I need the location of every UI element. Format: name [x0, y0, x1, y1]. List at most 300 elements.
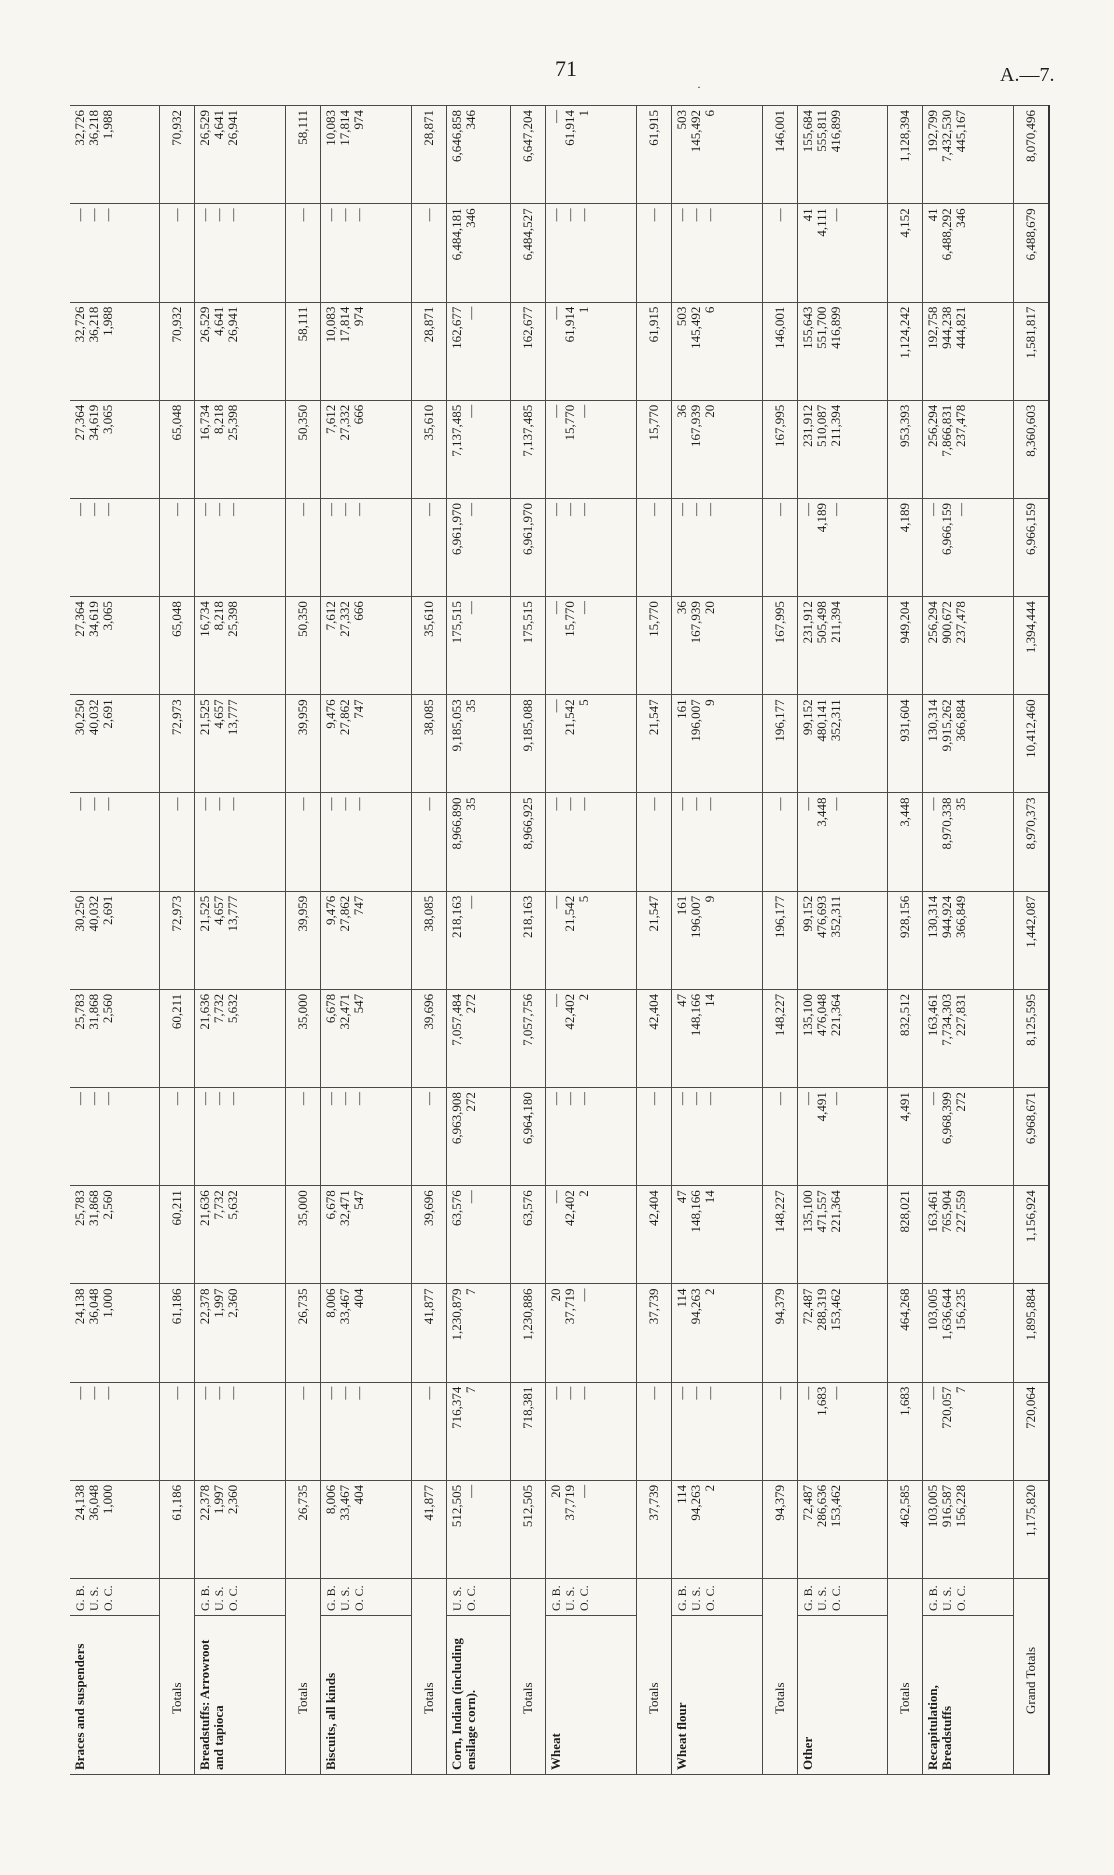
value-cell: [70, 1382, 160, 1480]
value-cell: [923, 989, 1014, 1087]
origin-code: G. B.: [674, 1585, 689, 1611]
value: 5,632: [225, 993, 241, 1024]
total-value: —: [636, 793, 671, 891]
value: —: [827, 208, 843, 222]
value-cell: [797, 989, 888, 1087]
value: 716,374: [448, 1386, 464, 1429]
totals-row: [411, 106, 446, 1775]
value-cell: [70, 695, 160, 793]
value-cell: [797, 1186, 888, 1284]
total-value: 196,177: [762, 695, 797, 793]
value: —: [576, 208, 592, 222]
value: 6,484,181: [448, 208, 464, 261]
value: 32,726: [72, 306, 87, 343]
value: 6,646,858: [448, 110, 464, 162]
total-value: 42,404: [636, 989, 671, 1087]
value-cell: [320, 1088, 411, 1186]
total-value: 7,057,756: [511, 989, 546, 1087]
value: —: [350, 1092, 366, 1106]
value: —: [701, 1386, 717, 1400]
totals-label: Grand Totals: [1014, 1579, 1050, 1775]
origin-code: O. C.: [577, 1585, 592, 1611]
value: 4,641: [211, 306, 227, 336]
total-value: —: [762, 498, 797, 596]
value: —: [100, 1092, 115, 1106]
value: 231,912: [799, 601, 815, 644]
value: 286,636: [813, 1484, 829, 1528]
total-value: 72,973: [160, 891, 195, 989]
value: 747: [350, 895, 366, 916]
value: 2: [576, 1190, 592, 1197]
value: —: [197, 1092, 213, 1106]
value: 2: [701, 1484, 717, 1492]
value-cell: [546, 793, 637, 891]
value: 36: [673, 601, 689, 615]
value-cell: [195, 400, 286, 498]
total-value: —: [636, 1382, 671, 1480]
value: 20: [701, 601, 717, 615]
value: 41: [925, 208, 941, 222]
value: 103,005: [925, 1484, 941, 1528]
value: 36: [673, 404, 689, 418]
value: —: [562, 797, 578, 811]
value: 505,498: [813, 601, 829, 644]
value: 148,166: [687, 993, 703, 1037]
value: 555,811: [813, 110, 829, 152]
value: 32,471: [336, 993, 352, 1030]
value: 547: [350, 1190, 366, 1210]
totals-row: [511, 106, 546, 1775]
value-cell: [446, 498, 511, 596]
value: 145,492: [687, 110, 703, 153]
value: —: [211, 502, 227, 516]
value: 30,250: [72, 895, 87, 932]
value-cell: [70, 302, 160, 400]
total-value: 41,877: [411, 1480, 446, 1578]
total-value: 37,739: [636, 1284, 671, 1382]
value-cell: [320, 597, 411, 695]
value: 162,677: [448, 306, 464, 349]
origin-code: U. S.: [449, 1586, 464, 1611]
value-cell: [923, 793, 1014, 891]
value: 512,505: [448, 1484, 464, 1528]
value: 211,394: [827, 404, 843, 447]
value: —: [576, 1484, 592, 1498]
value: 24,138: [72, 1288, 87, 1325]
value-cell: [195, 1186, 286, 1284]
total-value: 1,442,087: [1014, 891, 1050, 989]
total-value: 720,064: [1014, 1382, 1050, 1480]
value: 36,218: [86, 306, 101, 343]
table-row: [70, 106, 160, 1775]
value-cell: [797, 1088, 888, 1186]
value: 161: [673, 895, 689, 916]
total-value: —: [411, 793, 446, 891]
total-value: 953,393: [888, 400, 923, 498]
value: —: [322, 797, 338, 811]
value-cell: [797, 695, 888, 793]
value: —: [462, 1484, 478, 1498]
value: 3,065: [100, 404, 115, 434]
value-cell: [797, 1284, 888, 1382]
value: 2,691: [100, 895, 115, 925]
total-value: 35,610: [411, 400, 446, 498]
value: —: [462, 404, 478, 418]
value: —: [548, 306, 564, 320]
value: 47: [673, 993, 689, 1007]
value: 6,963,908: [448, 1092, 464, 1145]
value-cell: [671, 302, 762, 400]
value-cell: [70, 400, 160, 498]
value-cell: [923, 1480, 1014, 1578]
value: 155,684: [799, 110, 815, 153]
total-value: —: [762, 1088, 797, 1186]
value: —: [925, 1092, 941, 1106]
value: 4,189: [813, 502, 829, 533]
total-value: —: [285, 204, 320, 302]
value: 26,529: [197, 306, 213, 343]
value: 20: [701, 404, 717, 418]
value: 7,057,484: [448, 993, 464, 1046]
total-value: 39,696: [411, 989, 446, 1087]
value: 36,048: [86, 1484, 101, 1521]
total-value: 37,739: [636, 1480, 671, 1578]
value: 99,152: [799, 699, 815, 736]
value-cell: [70, 204, 160, 302]
value: 61,914: [562, 306, 578, 343]
value: —: [100, 502, 115, 516]
value: 26,941: [225, 306, 241, 343]
total-value: 949,204: [888, 597, 923, 695]
value-cell: [70, 891, 160, 989]
value: —: [322, 1092, 338, 1106]
value: 163,461: [925, 993, 941, 1037]
origin-code: U. S.: [563, 1586, 578, 1611]
total-value: 94,379: [762, 1480, 797, 1578]
value: 16,734: [197, 601, 213, 637]
value: 256,294: [925, 404, 941, 447]
value-cell: [546, 891, 637, 989]
total-value: 60,211: [160, 1186, 195, 1284]
value: —: [211, 208, 227, 222]
value: 156,235: [953, 1288, 969, 1331]
value-cell: [546, 597, 637, 695]
value: —: [701, 1092, 717, 1106]
value-cell: [797, 597, 888, 695]
row-label: Biscuits, all kinds: [320, 1616, 411, 1775]
value: 196,007: [687, 699, 703, 742]
totals-label: Totals: [762, 1579, 797, 1775]
value: 1,000: [100, 1484, 115, 1515]
value: 1,988: [100, 110, 115, 140]
total-value: —: [636, 204, 671, 302]
total-value: 63,576: [511, 1186, 546, 1284]
value: —: [462, 502, 478, 516]
value: 6,966,159: [939, 502, 955, 555]
value: 227,831: [953, 993, 969, 1037]
total-value: 196,177: [762, 891, 797, 989]
value: 72,487: [799, 1288, 815, 1325]
table-row: [546, 106, 637, 1775]
value-cell: [923, 106, 1014, 204]
row-label: Wheat flour: [671, 1616, 762, 1775]
value: —: [687, 1092, 703, 1106]
value: 114: [673, 1288, 689, 1308]
value: —: [86, 208, 101, 222]
value: 9,476: [322, 895, 338, 925]
origin-codes: [671, 1579, 762, 1616]
value: 163,461: [925, 1190, 941, 1233]
total-value: —: [160, 1088, 195, 1186]
total-value: 21,547: [636, 891, 671, 989]
total-value: 41,877: [411, 1284, 446, 1382]
value: 130,314: [925, 895, 941, 938]
value-cell: [446, 1284, 511, 1382]
value: —: [197, 208, 213, 222]
total-value: 8,070,496: [1014, 106, 1050, 204]
value: 35: [462, 699, 478, 713]
table-row: [320, 106, 411, 1775]
total-value: 1,175,820: [1014, 1480, 1050, 1578]
value: 21,542: [562, 699, 578, 736]
value: 2,560: [100, 993, 115, 1024]
value: —: [576, 1386, 592, 1400]
value: 765,904: [939, 1190, 955, 1233]
value-cell: [923, 1186, 1014, 1284]
value: 21,525: [197, 699, 213, 736]
value-cell: [671, 695, 762, 793]
row-label: Corn, Indian (including ensilage corn).: [446, 1616, 511, 1775]
value: —: [86, 1092, 101, 1106]
value-cell: [195, 695, 286, 793]
value: 21,636: [197, 993, 213, 1030]
value: 9,476: [322, 699, 338, 729]
value: 1: [576, 110, 592, 117]
total-value: —: [285, 1088, 320, 1186]
value-cell: [195, 1480, 286, 1578]
value: 32,726: [72, 110, 87, 146]
value: 4,111: [813, 208, 829, 237]
value: 6: [701, 110, 717, 117]
value-cell: [546, 106, 637, 204]
value: 196,007: [687, 895, 703, 938]
value-cell: [446, 1382, 511, 1480]
value: 445,167: [953, 110, 969, 153]
value-cell: [446, 1088, 511, 1186]
value: 9: [701, 699, 717, 706]
total-value: 58,111: [285, 106, 320, 204]
value: —: [72, 502, 87, 516]
value: —: [548, 1386, 564, 1400]
value: 33,467: [336, 1484, 352, 1521]
total-value: 8,970,373: [1014, 793, 1050, 891]
value-cell: [320, 695, 411, 793]
value: 4,657: [211, 895, 227, 925]
value: —: [673, 797, 689, 811]
value: —: [687, 797, 703, 811]
origin-code: O. C.: [226, 1585, 241, 1611]
total-value: —: [411, 1088, 446, 1186]
value: 5: [576, 699, 592, 706]
value: 31,868: [86, 993, 101, 1030]
value: 510,087: [813, 404, 829, 447]
value-cell: [797, 793, 888, 891]
value: 211,394: [827, 601, 843, 643]
value: 47: [673, 1190, 689, 1204]
value-cell: [797, 204, 888, 302]
value: 33,467: [336, 1288, 352, 1325]
value: 547: [350, 993, 366, 1014]
value: 21,636: [197, 1190, 213, 1226]
total-value: 1,895,884: [1014, 1284, 1050, 1382]
total-value: —: [411, 1382, 446, 1480]
total-value: 464,268: [888, 1284, 923, 1382]
totals-label: Totals: [636, 1579, 671, 1775]
value-cell: [797, 1382, 888, 1480]
origin-code: G. B.: [800, 1585, 815, 1611]
total-value: 61,186: [160, 1284, 195, 1382]
value: —: [336, 1386, 352, 1400]
value-cell: [195, 793, 286, 891]
value-cell: [70, 1088, 160, 1186]
total-value: 50,350: [285, 597, 320, 695]
totals-label: Totals: [888, 1579, 923, 1775]
value-cell: [923, 1088, 1014, 1186]
row-label: Braces and suspenders: [70, 1616, 160, 1775]
value: 7: [953, 1386, 969, 1394]
total-value: 39,959: [285, 891, 320, 989]
table-row: [446, 106, 511, 1775]
origin-code: O. C.: [101, 1585, 115, 1611]
value: —: [562, 1386, 578, 1400]
value: 63,576: [448, 1190, 464, 1226]
value: —: [562, 1092, 578, 1106]
value: 7,432,530: [939, 110, 955, 162]
value: 4,641: [211, 110, 227, 140]
value: 6,968,399: [939, 1092, 955, 1145]
value: 72,487: [799, 1484, 815, 1521]
value: —: [953, 502, 969, 516]
rotated-table-wrapper: [70, 105, 1050, 1775]
value: —: [197, 502, 213, 516]
total-value: 175,515: [511, 597, 546, 695]
value: 7,137,485: [448, 404, 464, 457]
totals-row: [888, 106, 923, 1775]
value: —: [336, 1092, 352, 1106]
total-value: 72,973: [160, 695, 195, 793]
value: 404: [350, 1288, 366, 1308]
value-cell: [320, 1186, 411, 1284]
total-value: 1,581,817: [1014, 302, 1050, 400]
value: 135,100: [799, 993, 815, 1037]
value: 221,364: [827, 1190, 843, 1233]
totals-label: Totals: [160, 1579, 195, 1775]
totals-row: [636, 106, 671, 1775]
value-cell: [546, 498, 637, 596]
value: 5,632: [225, 1190, 241, 1220]
value-cell: [923, 1382, 1014, 1480]
value-cell: [671, 597, 762, 695]
value-cell: [446, 1186, 511, 1284]
row-label: Breadstuffs: Arrowroot and tapioca: [195, 1616, 286, 1775]
value: —: [100, 1386, 115, 1400]
value-cell: [546, 1284, 637, 1382]
origin-code: U. S.: [337, 1586, 352, 1611]
value-cell: [70, 1480, 160, 1578]
value: 6,961,970: [448, 502, 464, 555]
total-value: 6,961,970: [511, 498, 546, 596]
total-value: 35,000: [285, 1186, 320, 1284]
value: —: [548, 601, 564, 615]
value: 2,691: [100, 699, 115, 729]
value: —: [548, 1092, 564, 1106]
value: 35: [953, 797, 969, 811]
value: 99,152: [799, 895, 815, 932]
value: —: [576, 1288, 592, 1302]
origin-code: O. C.: [954, 1585, 969, 1611]
value: 256,294: [925, 601, 941, 644]
value-cell: [671, 1284, 762, 1382]
origin-codes: [923, 1579, 1014, 1616]
value: —: [548, 208, 564, 222]
value: —: [687, 208, 703, 222]
value: 352,311: [827, 895, 843, 938]
value: 22,378: [197, 1288, 213, 1325]
total-value: 1,128,394: [888, 106, 923, 204]
value: 30,250: [72, 699, 87, 736]
value: 1,000: [100, 1288, 115, 1318]
value: —: [462, 306, 478, 320]
value: —: [336, 502, 352, 516]
table-row: [671, 106, 762, 1775]
total-value: —: [160, 204, 195, 302]
value: 7,732: [211, 1190, 227, 1220]
total-value: —: [636, 498, 671, 596]
value: —: [799, 797, 815, 811]
value: 503: [673, 306, 689, 327]
value: 175,515: [448, 601, 464, 644]
value-cell: [446, 793, 511, 891]
origin-code: U. S.: [940, 1586, 955, 1611]
value: 227,559: [953, 1190, 969, 1233]
value: —: [827, 1386, 843, 1400]
value: 7,734,303: [939, 993, 955, 1046]
total-value: 26,735: [285, 1284, 320, 1382]
total-value: 928,156: [888, 891, 923, 989]
total-value: 6,968,671: [1014, 1088, 1050, 1186]
value: 4,657: [211, 699, 227, 729]
value: —: [687, 1386, 703, 1400]
value: 32,471: [336, 1190, 352, 1226]
value-cell: [671, 106, 762, 204]
total-value: 94,379: [762, 1284, 797, 1382]
origin-code: G. B.: [73, 1585, 87, 1611]
value: —: [548, 1190, 564, 1204]
value: —: [86, 797, 101, 811]
value: 153,462: [827, 1288, 843, 1331]
value: —: [576, 601, 592, 615]
value: 61,914: [562, 110, 578, 146]
value: —: [350, 1386, 366, 1400]
value: —: [225, 797, 241, 811]
value: —: [322, 502, 338, 516]
value: 34,619: [86, 404, 101, 441]
value: 9,185,053: [448, 699, 464, 752]
value-cell: [923, 695, 1014, 793]
value: 42,402: [562, 1190, 578, 1226]
value-cell: [446, 1480, 511, 1578]
value-cell: [546, 1186, 637, 1284]
